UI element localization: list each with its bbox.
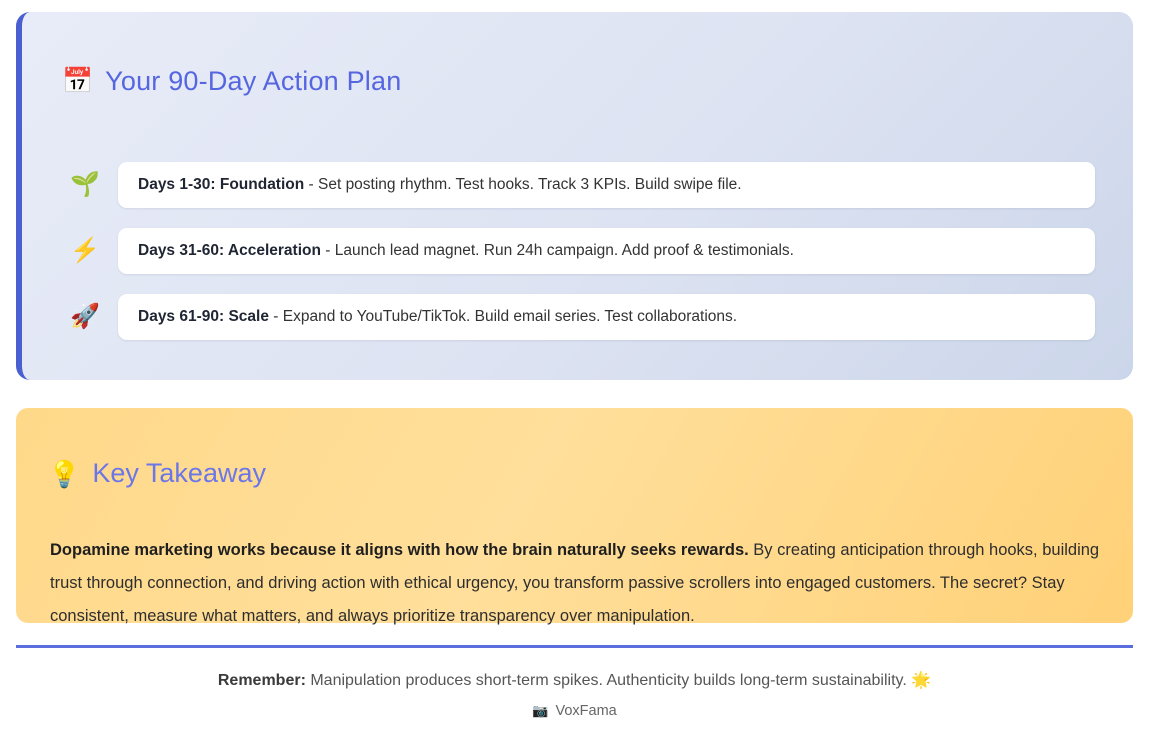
phase-label: Days 1-30: Foundation <box>138 175 305 193</box>
key-takeaway-body <box>50 534 1103 633</box>
list-item <box>68 228 1103 274</box>
footer-note <box>16 670 1133 690</box>
star-icon: 🌟 <box>911 672 932 689</box>
lightbulb-icon: 💡 <box>48 458 81 489</box>
phase-card-scale <box>118 294 1095 340</box>
key-takeaway-title: Key Takeaway <box>92 458 266 489</box>
action-plan-title: Your 90-Day Action Plan <box>105 66 402 97</box>
list-item <box>68 294 1103 340</box>
seedling-icon: 🌱 <box>70 170 100 198</box>
rocket-icon: 🚀 <box>70 302 100 330</box>
action-plan-header <box>62 44 1103 120</box>
camera-icon: 📷 <box>532 703 549 718</box>
footer-note-text: Manipulation produces short-term spikes. Authenticity builds long-term sustainability. <box>305 672 912 689</box>
phase-card-foundation <box>118 162 1095 208</box>
key-takeaway-text: By creating anticipation through hooks, building trust through connection, and driving action with ethical urgency, you transform passive scrollers into engaged customers. The secret? Stay consistent, measure what matters, and always prioritize transparency over manipulation. <box>50 540 1100 625</box>
key-takeaway-lead: Dopamine marketing works because it aligns with how the brain naturally seeks rewards. <box>50 540 749 559</box>
footer-note-label: Remember: <box>217 672 306 689</box>
lightning-bolt-icon: ⚡ <box>70 236 100 264</box>
calendar-icon: 📅 <box>62 67 94 96</box>
phase-text: - Launch lead magnet. Run 24h campaign. Add proof & testimonials. <box>320 241 794 259</box>
key-takeaway-card <box>16 408 1133 623</box>
brand-signature <box>16 703 1133 719</box>
phase-text: - Expand to YouTube/TikTok. Build email series. Test collaborations. <box>268 307 738 325</box>
phase-label: Days 61-90: Scale <box>138 307 269 325</box>
phase-label: Days 31-60: Acceleration <box>138 241 321 259</box>
action-plan-card <box>16 12 1133 380</box>
brand-name: VoxFama <box>555 703 617 719</box>
list-item <box>68 162 1103 208</box>
phase-card-acceleration <box>118 228 1095 274</box>
page-footer <box>16 648 1133 719</box>
phase-text: - Set posting rhythm. Test hooks. Track 3 KPIs. Build swipe file. <box>304 175 742 193</box>
key-takeaway-header <box>48 436 1107 512</box>
